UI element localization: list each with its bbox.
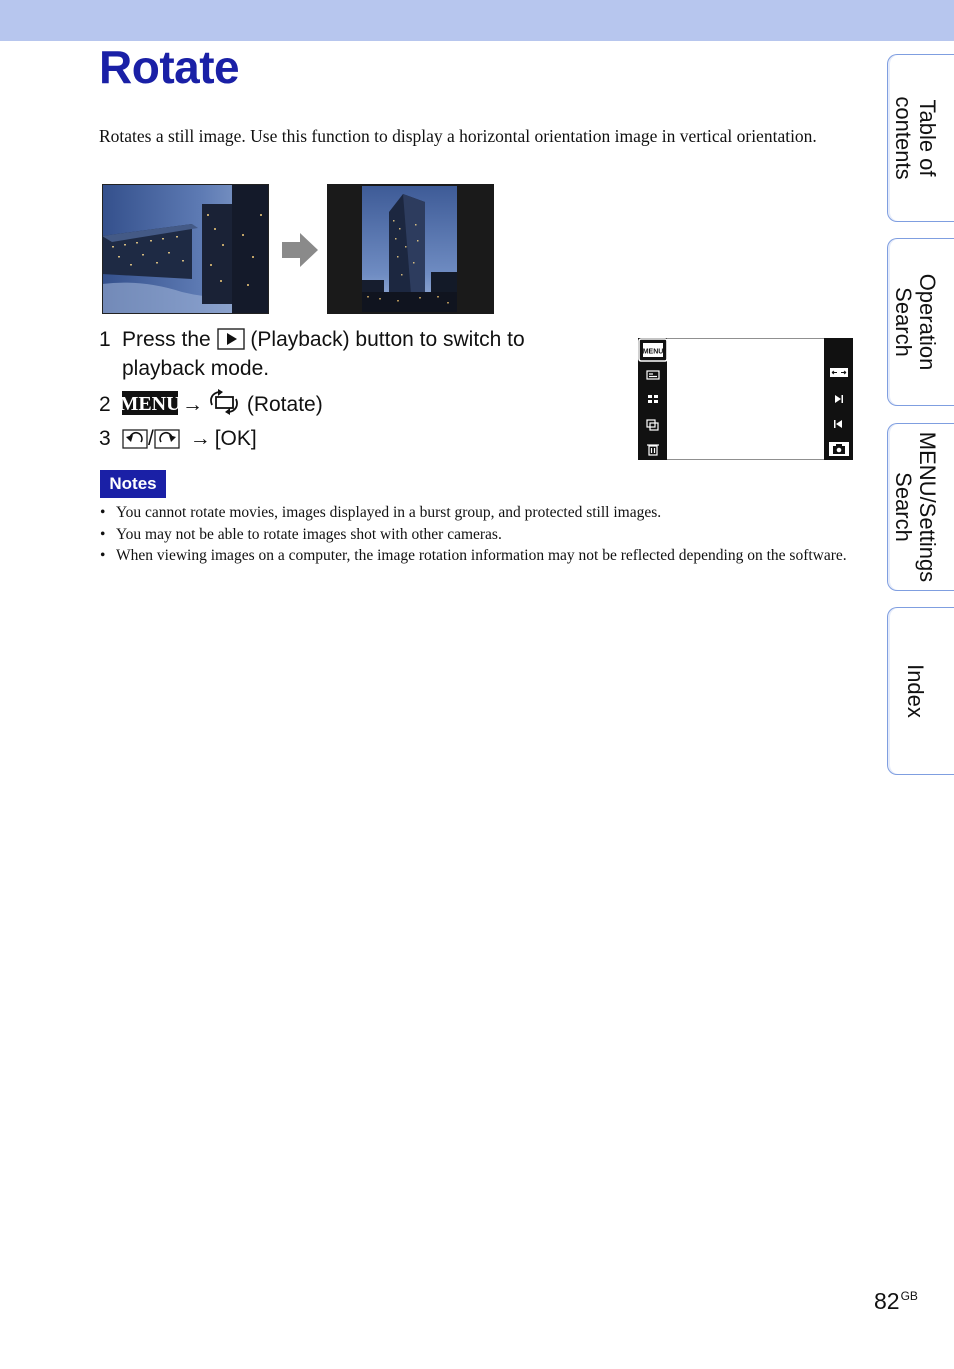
- tab-label-line: contents: [891, 96, 916, 180]
- switch-icon: [830, 368, 848, 377]
- tab-menu-settings-search[interactable]: [887, 423, 954, 591]
- step-3: [99, 424, 257, 457]
- page-number-value: 82: [874, 1288, 900, 1314]
- tab-label-line: Search: [891, 287, 916, 357]
- tab-label-line: Search: [891, 472, 916, 542]
- page-title: Rotate: [99, 41, 240, 93]
- list-item: • You cannot rotate movies, images displayed in a burst group, and protected still images.: [99, 502, 854, 524]
- building-photo-vertical: [327, 184, 494, 314]
- rotate-right-icon: [154, 428, 180, 457]
- tab-label-line: Operation: [915, 273, 940, 371]
- page-number: [874, 1288, 918, 1315]
- arrow-glyph: →: [182, 393, 203, 416]
- tab-index[interactable]: [887, 607, 954, 775]
- page-number-suffix: GB: [900, 1289, 918, 1303]
- step-number: 3: [99, 427, 111, 450]
- list-item: • You may not be able to rotate images shot with other cameras.: [99, 524, 854, 546]
- step-number: 1: [99, 328, 111, 351]
- rotate-left-icon: [122, 428, 148, 457]
- step-number: 2: [99, 393, 111, 416]
- tab-label-line: Index: [903, 664, 928, 718]
- notes-badge: Notes: [100, 470, 166, 498]
- separator: /: [148, 427, 154, 450]
- tab-operation-search[interactable]: [887, 238, 954, 406]
- ok-label: [OK]: [214, 427, 257, 450]
- header-band: [0, 0, 954, 41]
- arrow-glyph: →: [189, 427, 211, 450]
- step-text: (Playback) button to switch to: [250, 328, 525, 351]
- camera-icon: [829, 442, 849, 456]
- step-1-continued: playback mode.: [122, 357, 270, 380]
- tab-table-of-contents[interactable]: [887, 54, 954, 222]
- camera-screen-illustration: [638, 338, 853, 460]
- rotate-label: (Rotate): [246, 393, 323, 416]
- svg-text:MENU: MENU: [122, 393, 178, 415]
- svg-text:MENU: MENU: [642, 348, 664, 356]
- step-2: [99, 389, 323, 423]
- step-text: Press the: [122, 328, 211, 351]
- tab-label-line: Table of: [915, 99, 940, 177]
- right-arrow-icon: [280, 231, 320, 274]
- notes-list: [99, 502, 854, 567]
- intro-text: Rotates a still image. Use this function to display a horizontal orientation image in vertical orientation.: [99, 126, 817, 146]
- menu-icon: [639, 339, 667, 361]
- list-item: • When viewing images on a computer, the image rotation information may not be reflected depending on the software.: [99, 545, 854, 567]
- menu-icon: [122, 391, 178, 423]
- rotate-icon: [207, 389, 241, 423]
- building-photo-horizontal: [102, 184, 269, 314]
- tab-label-line: MENU/Settings: [915, 431, 940, 583]
